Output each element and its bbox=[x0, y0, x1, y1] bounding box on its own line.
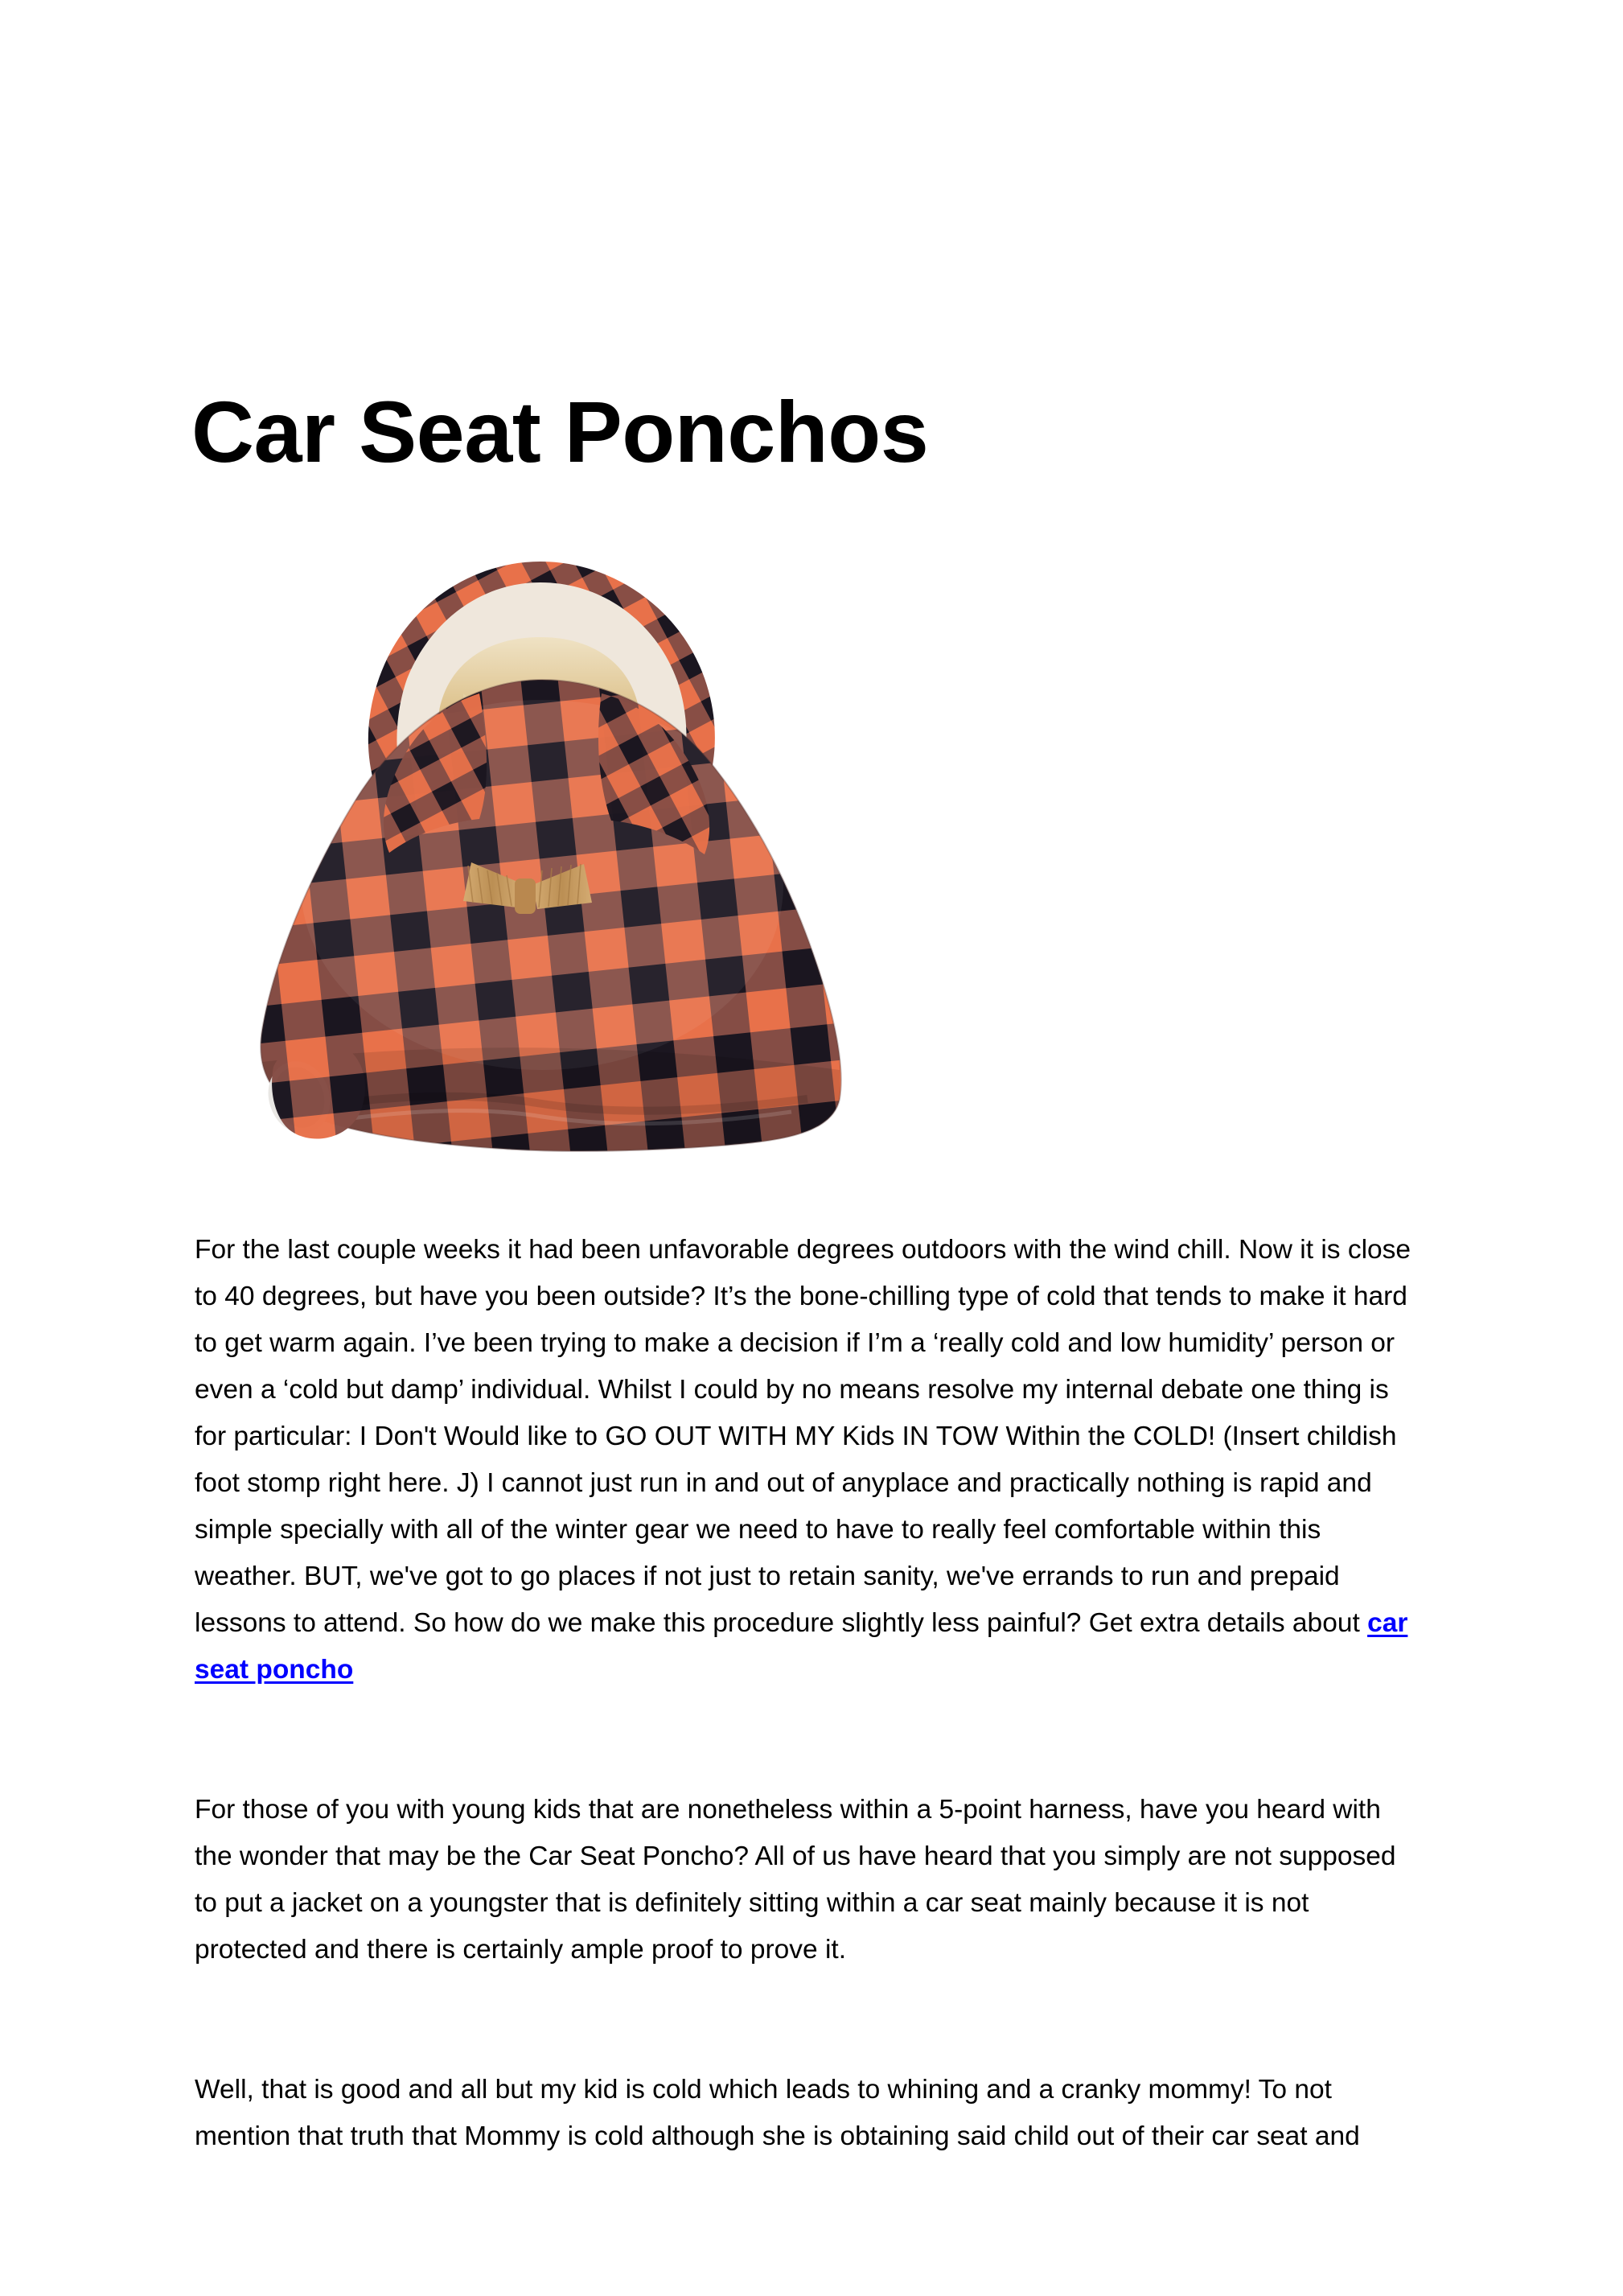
paragraph-1 bbox=[195, 1227, 1419, 1693]
paragraph-3 bbox=[195, 2067, 1419, 2160]
paragraph-2 bbox=[195, 1787, 1419, 1973]
poncho-figure bbox=[196, 547, 888, 1191]
poncho-photo-image bbox=[196, 547, 888, 1191]
article-body bbox=[195, 1227, 1419, 2160]
paragraph-2-text: For those of you with young kids that are nonetheless within a 5-point harness, have you heard with the wonder that may be the Car Seat Poncho? All of us have heard that you simply are not supposed to put a jacket on a youngster that is definitely sitting within a car seat mainly because it is not protected and there is certainly ample proof to prove it. bbox=[195, 1795, 1396, 1965]
paragraph-1-text: For the last couple weeks it had been unfavorable degrees outdoors with the wind chill. Now it is close to 40 degrees, but have you been outside? It’s the bone-chilling type of cold that tends to make it hard to get warm again. I’ve been trying to make a decision if I’m a ‘really cold and low humidity’ person or even a ‘cold but damp’ individual. Whilst I could by no means resolve my internal debate one thing is for particular: I Don't Would like to GO OUT WITH MY Kids IN TOW Within the COLD! (Insert childish foot stomp right here. J) I cannot just run in and out of anyplace and practically nothing is rapid and simple specially with all of the winter gear we need to have to really feel comfortable within this weather. BUT, we've got to go places if not just to retain sanity, we've errands to run and prepaid lessons to attend. So how do we make this procedure slightly less painful? Get extra details about bbox=[195, 1235, 1411, 1638]
page-title: Car Seat Ponchos bbox=[191, 383, 929, 481]
paragraph-3-text: Well, that is good and all but my kid is cold which leads to whining and a cranky mommy! To not mention that truth that Mommy is cold although she is obtaining said child out of their car seat and bbox=[195, 2075, 1360, 2151]
poncho-cuff-left bbox=[272, 1039, 365, 1139]
car-seat-poncho-link[interactable]: car seat poncho bbox=[195, 1608, 1408, 1685]
